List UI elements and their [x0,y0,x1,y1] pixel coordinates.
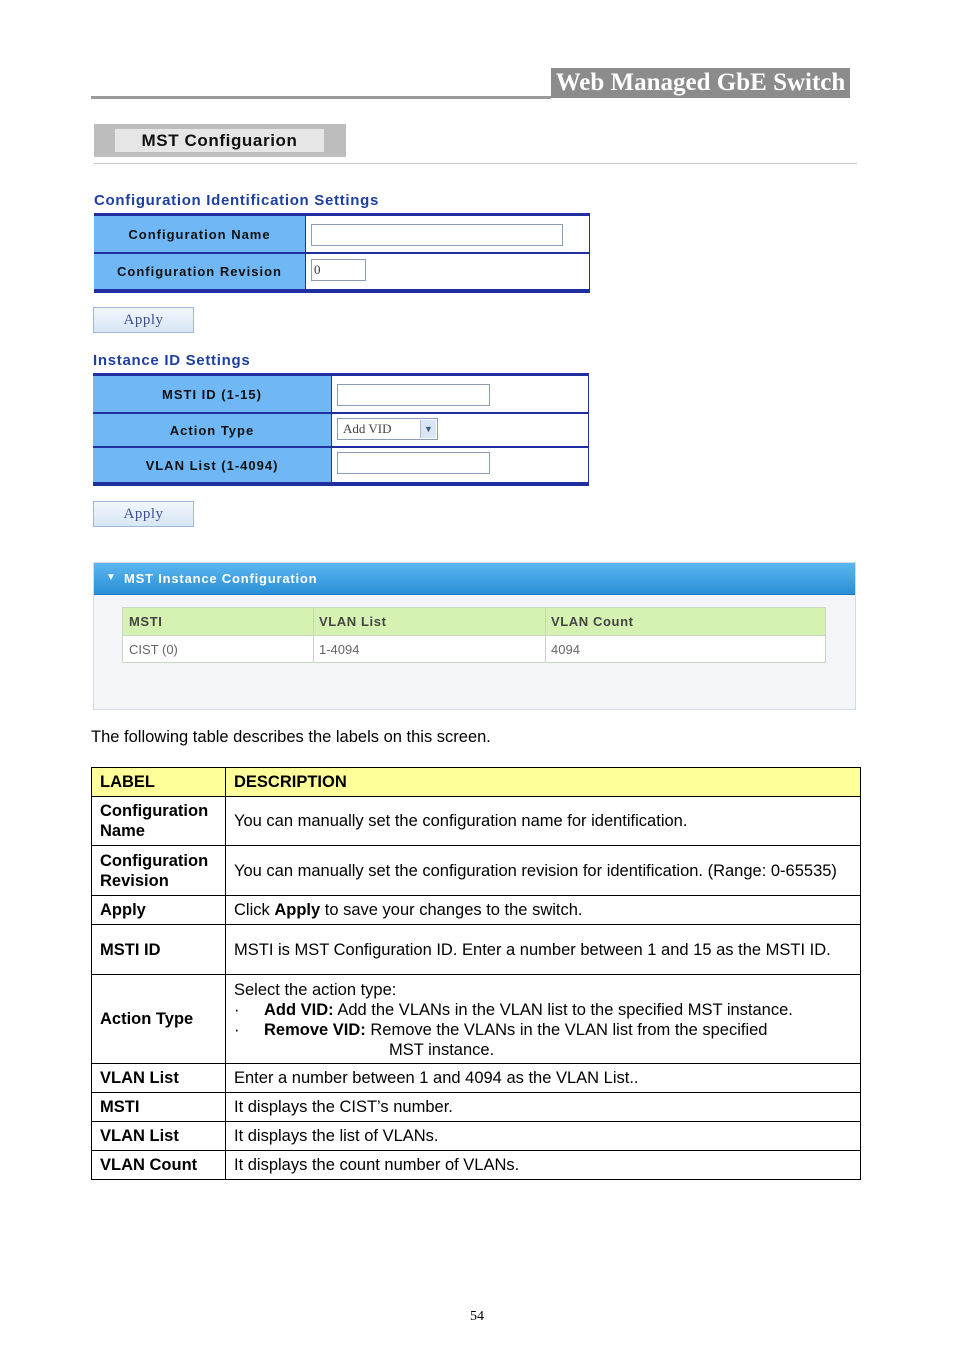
mst-instance-table-header [123,608,825,635]
msti-id-label: MSTI ID (1-15) [93,376,331,412]
msti-id-input[interactable] [337,384,490,406]
cell-msti: CIST (0) [129,642,178,657]
bullet-icon: · [234,1001,240,1019]
row-label: Action Type [92,975,226,1064]
table-row [92,797,861,846]
page-number: 54 [470,1309,484,1324]
action-type-selected: Add VID [343,421,392,436]
row-description: It displays the list of VLANs. [226,1122,861,1151]
column-header-msti: MSTI [129,614,163,629]
table-row [92,896,861,925]
column-header-vlan-list: VLAN List [319,614,387,629]
row-label: MSTI [92,1093,226,1122]
config-id-apply-button[interactable]: Apply [93,307,194,333]
description-table-header [92,768,861,797]
row-description: It displays the CIST’s number. [226,1093,861,1122]
intro-text: The following table describes the labels on this screen. [91,728,491,746]
action-type-label: Action Type [93,414,331,446]
mst-instance-panel-title: MST Instance Configuration [124,571,318,586]
config-name-input[interactable] [311,224,563,246]
header-title: Web Managed GbE Switch [551,68,850,98]
config-name-label: Configuration Name [94,216,305,252]
vlan-list-input[interactable] [337,452,490,474]
row-description: MSTI is MST Configuration ID. Enter a number between 1 and 15 as the MSTI ID. [226,925,861,975]
row-label: MSTI ID [92,925,226,975]
page-title: MST Configuarion [115,129,324,152]
table-row [92,846,861,896]
row-description: Click Apply to save your changes to the switch. [226,896,861,925]
vlan-list-label: VLAN List (1-4094) [93,448,331,482]
chevron-down-icon[interactable]: ▼ [420,420,436,438]
row-description: It displays the count number of VLANs. [226,1151,861,1180]
row-label: VLAN List [92,1064,226,1093]
description-table [91,767,861,1180]
row-description: You can manually set the configuration name for identification. [226,797,861,846]
mst-instance-table [122,607,826,663]
row-label: Configuration Name [92,797,226,846]
config-revision-label: Configuration Revision [94,254,305,289]
table-row [92,925,861,975]
header-description: DESCRIPTION [226,768,861,797]
row-description: Select the action type: · Add VID: Add the VLANs in the VLAN list to the specified MST instance. · Remove VID: Remove the VLANs in the VLAN list from the specified MST instance. [226,975,861,1064]
table-row [92,1151,861,1180]
header-label: LABEL [92,768,226,797]
row-label: VLAN List [92,1122,226,1151]
cell-vlan-list: 1-4094 [319,642,360,657]
mst-instance-panel-header[interactable] [94,563,855,595]
table-row [92,975,861,1064]
table-row [123,635,825,662]
list-item: · Add VID: Add the VLANs in the VLAN list to the specified MST instance. [234,1001,793,1019]
header-rule [91,96,551,99]
table-row [92,1064,861,1093]
config-revision-input[interactable]: 0 [311,259,366,281]
row-description: Enter a number between 1 and 4094 as the VLAN List.. [226,1064,861,1093]
cell-vlan-count: 4094 [551,642,580,657]
instance-id-apply-button[interactable]: Apply [93,501,194,527]
table-row [92,1122,861,1151]
row-label: Apply [92,896,226,925]
bullet-icon: · [234,1021,240,1039]
row-label: Configuration Revision [92,846,226,896]
action-type-select[interactable] [337,418,438,440]
title-divider [94,163,857,164]
row-description: You can manually set the configuration revision for identification. (Range: 0-65535) [226,846,861,896]
row-label: VLAN Count [92,1151,226,1180]
table-row [92,1093,861,1122]
instance-id-section-title: Instance ID Settings [93,352,251,369]
config-id-section-title: Configuration Identification Settings [94,192,380,209]
collapse-triangle-icon[interactable]: ▼ [106,572,116,583]
list-item: · Remove VID: Remove the VLANs in the VLAN list from the specified [234,1021,768,1039]
column-header-vlan-count: VLAN Count [551,614,634,629]
